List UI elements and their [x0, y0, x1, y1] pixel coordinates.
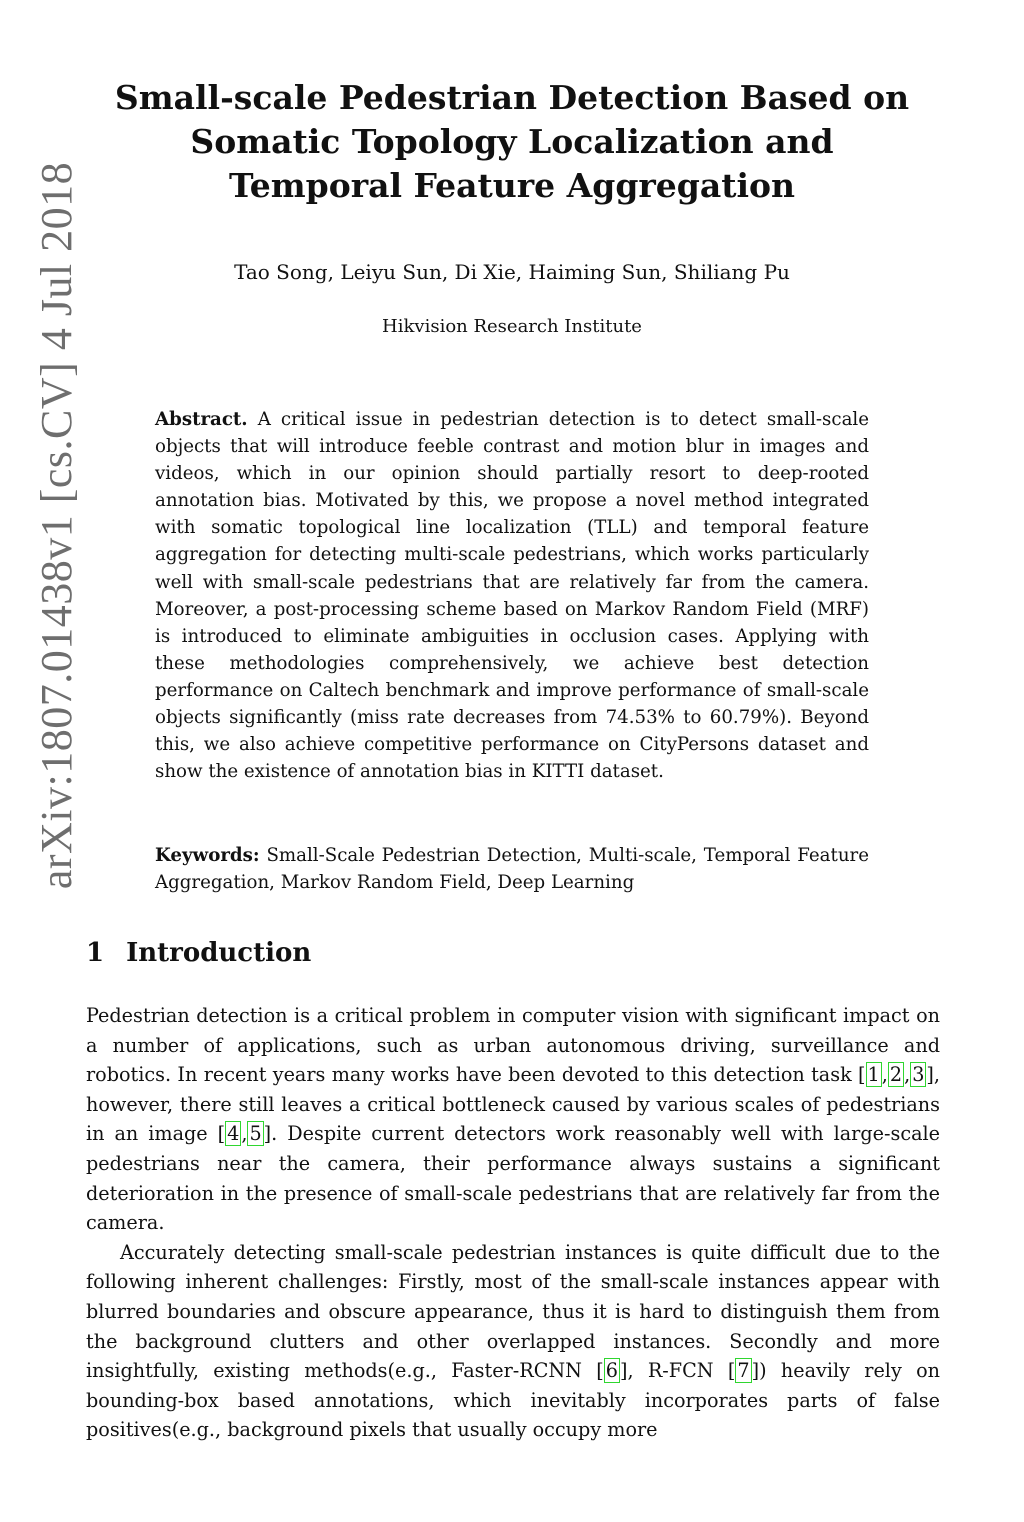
section-title: Introduction	[126, 938, 312, 968]
intro-paragraph-2	[86, 1238, 940, 1445]
abstract-text: A critical issue in pedestrian detection is to detect small-scale objects that will introduce feeble contrast and motion blur in images and videos, which in our opinion should partially resort to deep-rooted annotation bias. Motivated by this, we propose a novel method integrated with somatic topological line localization (TLL) and temporal feature aggregation for detecting multi-scale pedestrians, which works particularly well with small-scale pedestrians that are relatively far from the camera. Moreover, a post-processing scheme based on Markov Random Field (MRF) is introduced to eliminate ambiguities in occlusion cases. Applying with these methodologies comprehensively, we achieve best detection performance on Caltech benchmark and improve performance of small-scale objects significantly (miss rate decreases from 74.53% to 60.79%). Beyond this, we also achieve competitive performance on CityPersons dataset and show the existence of annotation bias in KITTI dataset.	[155, 409, 869, 783]
intro-text: ]) heavily rely on bounding-box based annotations, which inevitably incorporates parts of false positives(e.g., background pixels that usually occupy more	[86, 1359, 940, 1442]
keywords-text: Small-Scale Pedestrian Detection, Multi-scale, Temporal Feature Aggregation, Markov Random Field, Deep Learning	[155, 845, 869, 893]
keywords-label: Keywords:	[155, 845, 260, 866]
citation-link[interactable]: 4	[227, 1122, 240, 1146]
citation-link[interactable]: 2	[889, 1063, 903, 1087]
citation-link[interactable]: 1	[867, 1063, 880, 1087]
section-heading-introduction	[86, 938, 311, 968]
author-list: Tao Song, Leiyu Sun, Di Xie, Haiming Sun, Shiliang Pu	[234, 260, 790, 284]
citation-link[interactable]: 7	[737, 1359, 750, 1383]
citation-link[interactable]: 5	[249, 1122, 262, 1146]
intro-paragraph-1: Pedestrian detection is a critical problem in computer vision with significant impact on a number of applications, such as urban autonomous driving, surveillance and robotics. In recent years many works have been devoted to this detection task [ 1 , 2 , 3 ], however, there still leaves a critical bottleneck caused by various scales of pedestrians in an image [ 4 , 5 ]. Despite current detectors work reasonably well with large-scale pedestrians near the camera, their performance always sustains a significant deterioration in the presence of small-scale pedestrians that are relatively far from the camera.	[86, 1004, 941, 1235]
intro-text: ]. Despite current detectors work reasonably well with large-scale pedestrians near the camera, their performance always sustains a significant deterioration in the presence of small-scale pedestrians that are relatively far from the camera.	[86, 1122, 941, 1235]
citation-link[interactable]: 6	[605, 1359, 618, 1383]
intro-text: ], however, there still leaves a critical bottleneck caused by various scales of pedestrians in an image [	[86, 1063, 940, 1146]
paper-title: Small-scale Pedestrian Detection Based on Somatic Topology Localization and Temporal Feature Aggregation	[114, 78, 910, 205]
citation-link[interactable]: 3	[912, 1063, 925, 1087]
intro-text: Pedestrian detection is a critical problem in computer vision with significant impact on a number of applications, such as urban autonomous driving, surveillance and robotics. In recent years many works have been devoted to this detection task [	[86, 1004, 940, 1087]
abstract-label: Abstract.	[155, 409, 248, 430]
intro-text: Accurately detecting small-scale pedestrian instances is quite difficult due to the following inherent challenges: Firstly, most of the small-scale instances appear with blurred boundaries and obscure appearance, thus it is hard to distinguish them from the background clutters and other overlapped instances. Secondly and more insightfully, existing methods(e.g., Faster-RCNN [	[86, 1240, 940, 1383]
arxiv-identifier: arXiv:1807.01438v1 [cs.CV] 4 Jul 2018	[32, 161, 82, 889]
affiliation: Hikvision Research Institute	[382, 316, 642, 337]
intro-text: ], R-FCN [	[619, 1359, 736, 1383]
arxiv-identifier-stamp	[28, 110, 86, 940]
keywords	[155, 842, 869, 896]
section-number: 1	[86, 938, 105, 968]
abstract	[155, 406, 869, 785]
introduction-body	[86, 1001, 940, 1445]
